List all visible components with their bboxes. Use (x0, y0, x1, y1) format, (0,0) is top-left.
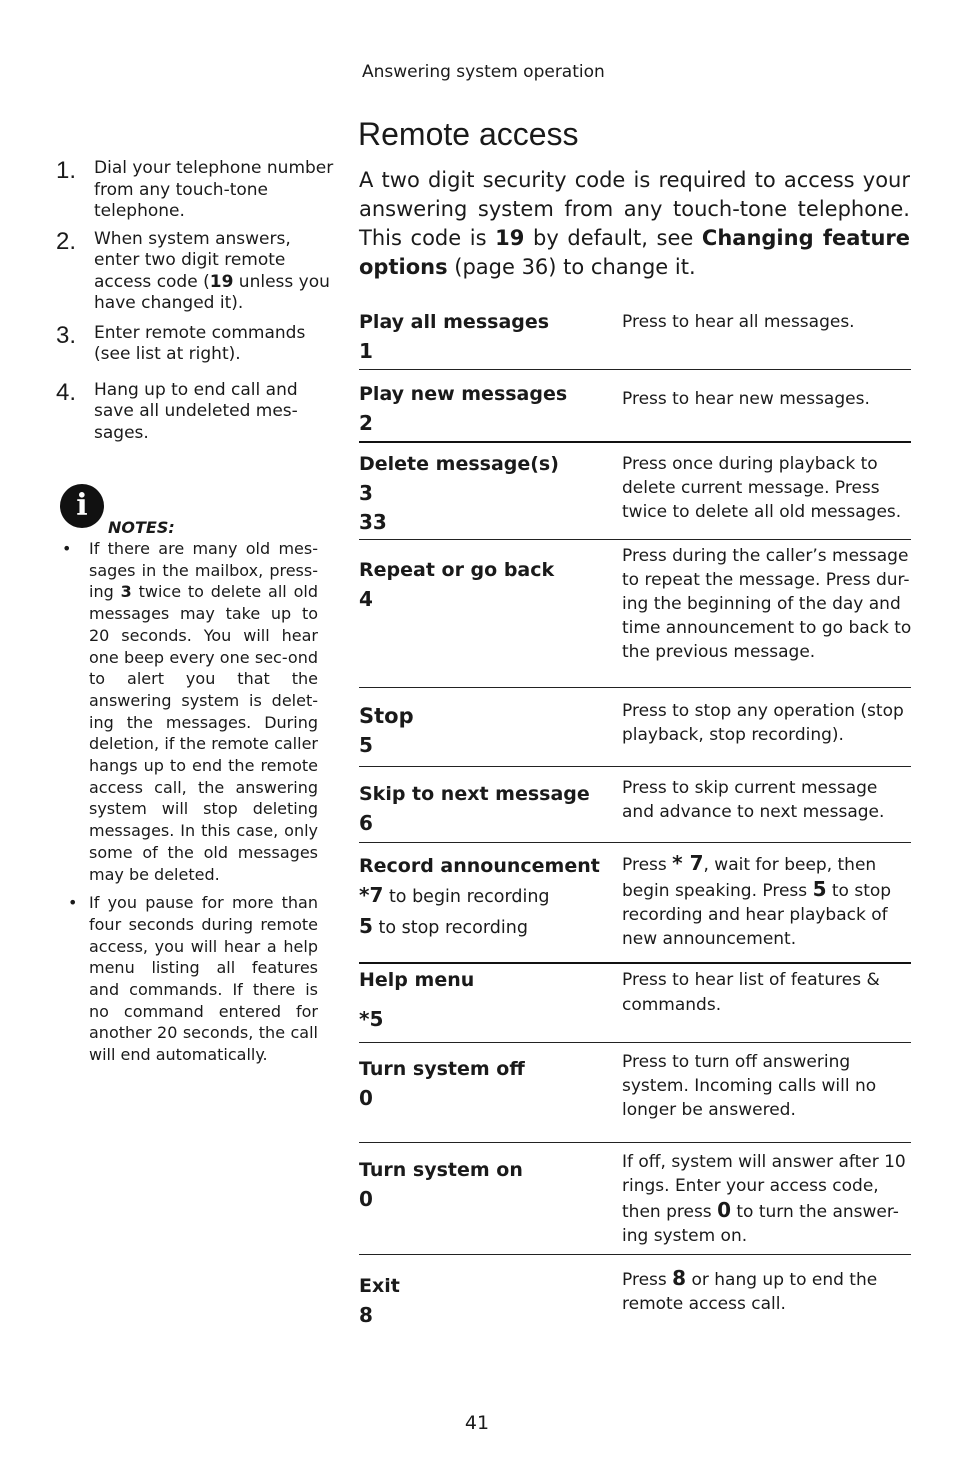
command-key-note: to begin recording (383, 887, 550, 907)
notes-list (60, 538, 318, 1073)
description-text: Press (622, 855, 673, 875)
command-key: 1 (359, 339, 373, 363)
command-row (359, 450, 911, 540)
inline-key: 5 (812, 877, 827, 901)
command-row (359, 380, 911, 443)
step-3 (56, 323, 338, 366)
command-description: Press to skip current message and advance to next message. (622, 778, 885, 822)
command-key: 5 (359, 914, 373, 938)
command-name: Repeat or go back (359, 559, 555, 581)
step-text: Dial your telephone number from any touch-tone telephone. (94, 158, 334, 221)
page-number: 41 (464, 1412, 490, 1434)
command-cell (359, 1055, 609, 1113)
command-row (359, 308, 911, 370)
command-key: 6 (359, 811, 373, 835)
command-description: Press to hear all messages. (622, 312, 855, 332)
command-name: Delete message(s) (359, 453, 559, 475)
intro-paragraph (359, 166, 910, 282)
command-name: Play new messages (359, 383, 568, 405)
step-number: 4. (56, 378, 77, 406)
inline-key: 0 (717, 1198, 731, 1222)
command-cell (359, 702, 609, 760)
inline-key: * 7 (672, 851, 704, 875)
command-cell (359, 380, 609, 438)
step-4 (56, 380, 338, 445)
command-description: Press to hear list of features & commands. (622, 970, 880, 1015)
command-key: 33 (359, 510, 387, 534)
description-text: to stop recording and hear playback of new announcement. (622, 881, 892, 949)
note-text: If you pause for more than four seconds during remote access, you will hear a help menu listing all features and commands. If there is no command entered for another 20 seconds, the call will end automatically. (89, 893, 318, 1065)
command-cell (359, 780, 609, 838)
description-text: Press (622, 1270, 673, 1290)
command-name: Play all messages (359, 311, 550, 333)
intro-text-3: (page 36) to change it. (447, 255, 696, 279)
command-description: Press during the caller’s message to repeat the message. Press dur-ing the beginning of the day and time announcement to go back to the previous message. (622, 546, 912, 662)
note-text: twice to delete all old messages may take up to 20 seconds. You will hear one beep every one sec-ond to alert you that the answering system is delet-ing the messages. During deletion, if the remote caller hangs up to end the remote access call, the answering system will stop deleting messages. In this case, only some of the old messages may be deleted. (89, 582, 318, 884)
description-text: If off, system will answer after 10 rings. Enter your access code, then press (622, 1152, 906, 1222)
default-code: 19 (495, 226, 525, 250)
command-name: Stop (359, 704, 414, 728)
command-cell (359, 1272, 609, 1330)
command-row (359, 1152, 911, 1255)
steps-list (56, 158, 338, 444)
command-key-line (359, 881, 617, 912)
intro-text-1: A two digit security code is required to access your answering system from any touch-tone telephone. This code is (359, 168, 910, 250)
command-name: Turn system off (359, 1058, 525, 1080)
step-text: Hang up to end call and save all undeleted mes-sages. (94, 379, 298, 443)
command-description: Press to hear new messages. (622, 389, 870, 409)
command-key: 5 (359, 733, 373, 757)
command-row (359, 966, 911, 1043)
command-name: Skip to next message (359, 783, 590, 805)
note-item (60, 538, 318, 885)
step-text: unless you have changed it). (94, 271, 330, 313)
command-description (622, 851, 912, 951)
command-row (359, 780, 911, 843)
command-row (359, 702, 911, 767)
command-cell (359, 966, 609, 1034)
command-cell (359, 1156, 609, 1214)
command-row (359, 1052, 911, 1143)
command-key: 3 (359, 481, 373, 505)
command-description: Press to stop any operation (stop playback, stop recording). (622, 701, 904, 745)
command-cell (359, 852, 617, 943)
inline-key: 8 (672, 1266, 687, 1290)
command-description (622, 1266, 912, 1316)
command-key: 0 (359, 1187, 373, 1211)
command-description (622, 1150, 912, 1248)
command-cell (359, 556, 609, 614)
info-icon: i (60, 484, 104, 528)
command-description: Press to turn off answering system. Incoming calls will no longer be answered. (622, 1052, 877, 1120)
note-item (60, 892, 318, 1066)
step-number: 1. (56, 157, 77, 184)
intro-text-2: by default, see (524, 226, 702, 250)
description-text: or hang up to end the remote access call. (622, 1270, 878, 1314)
command-name: Record announcement (359, 855, 600, 877)
command-key: 2 (359, 411, 373, 435)
step-1 (56, 158, 338, 223)
notes-heading (60, 484, 340, 537)
step-text: Enter remote commands (see list at right). (94, 322, 306, 364)
command-row (359, 1266, 911, 1332)
command-description: Press once during playback to delete current message. Press twice to delete all old messages. (622, 454, 902, 522)
step-text: When system answers, enter two digit remote access code ( (94, 228, 291, 292)
command-key: 8 (359, 1303, 373, 1327)
command-cell (359, 450, 609, 537)
notes-label: NOTES: (108, 518, 175, 537)
note-text: If there are many old mes-sages in the mailbox, press-ing (89, 539, 318, 602)
description-text: to turn the answer-ing system on. (622, 1202, 899, 1246)
step-number: 2. (56, 227, 77, 255)
description-text: , wait for beep, then begin speaking. Press (622, 855, 877, 901)
command-key: *5 (359, 1007, 384, 1031)
feature-options-reference: Changing feature options (359, 226, 910, 279)
step-number: 3. (56, 321, 77, 349)
command-name: Help menu (359, 969, 475, 991)
page-title: Remote access (358, 116, 579, 152)
command-key: 0 (359, 1086, 373, 1110)
command-key: *7 (359, 883, 384, 907)
step-2 (56, 229, 338, 315)
command-name: Turn system on (359, 1159, 523, 1181)
command-name: Exit (359, 1275, 400, 1297)
running-header: Answering system operation (362, 62, 605, 82)
command-key: 4 (359, 587, 373, 611)
command-row (359, 545, 911, 688)
command-row (359, 852, 911, 964)
step-code: 19 (209, 271, 234, 292)
command-key-line (359, 912, 617, 943)
command-key-note: to stop recording (372, 918, 528, 938)
note-key: 3 (120, 582, 132, 602)
command-cell (359, 308, 609, 366)
